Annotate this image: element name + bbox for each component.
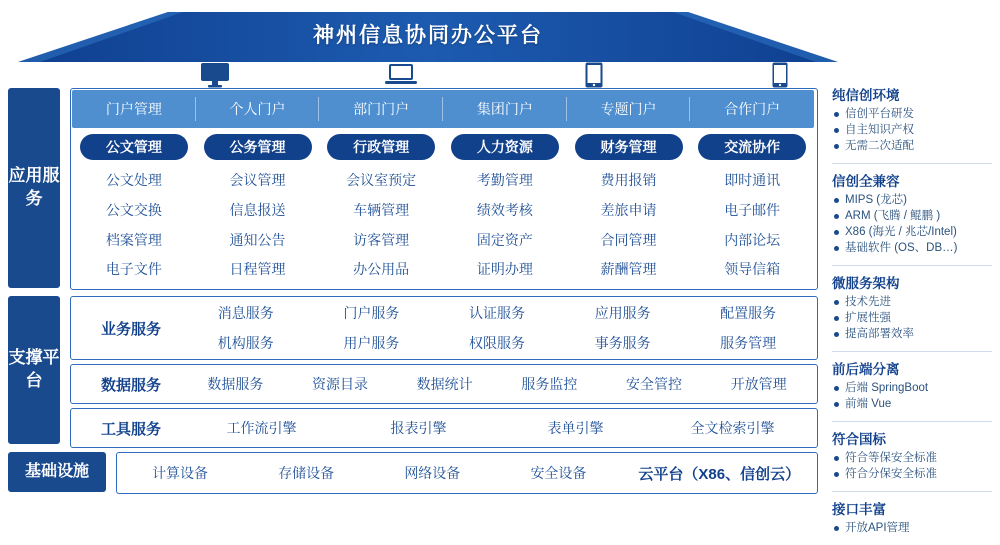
feature-list-0 <box>832 107 992 154</box>
feature-block-1 <box>832 170 992 256</box>
feature-item-1-1: ARM (飞腾 / 鲲鹏 ) <box>832 209 992 224</box>
app-item-0-2[interactable]: 档案管理 <box>105 231 162 248</box>
support-cell-2-0-0[interactable]: 工作流引擎 <box>226 420 297 436</box>
app-item-2-1[interactable]: 车辆管理 <box>353 202 410 219</box>
support-cell-1-0-1[interactable]: 资源目录 <box>312 376 368 392</box>
infrastructure-item-0[interactable]: 计算设备 <box>152 465 209 481</box>
feature-item-3-0: 后端 SpringBoot <box>832 381 992 396</box>
feature-title-4: 符合国标 <box>832 432 886 447</box>
app-item-3-0[interactable]: 考勤管理 <box>476 172 533 189</box>
section-label-application-services <box>8 88 60 288</box>
feature-title-3: 前后端分离 <box>832 362 900 377</box>
feature-item-2-2: 提高部署效率 <box>832 327 992 342</box>
section-label-support-platform-text: 支撑平台 <box>8 348 60 390</box>
app-item-4-2[interactable]: 合同管理 <box>600 231 657 248</box>
app-item-3-2[interactable]: 固定资产 <box>476 231 533 248</box>
infrastructure-panel <box>116 452 818 494</box>
laptop-icon <box>385 62 417 86</box>
support-cell-2-0-1[interactable]: 报表引擎 <box>390 420 447 436</box>
app-column-4 <box>567 134 691 284</box>
support-block-title-1: 数据服务 <box>100 376 161 394</box>
support-grid-0 <box>183 297 811 359</box>
support-cell-1-0-5[interactable]: 开放管理 <box>730 376 787 392</box>
support-cell-0-1-0[interactable]: 机构服务 <box>217 335 274 351</box>
portal-row <box>72 90 814 128</box>
feature-item-1-0: MIPS (龙芯) <box>832 193 992 208</box>
feature-divider-1 <box>832 265 992 266</box>
support-cell-0-1-3[interactable]: 事务服务 <box>594 335 651 351</box>
app-column-head-5[interactable]: 交流协作 <box>698 134 806 160</box>
support-grid-2 <box>183 409 811 447</box>
infrastructure-item-3[interactable]: 安全设备 <box>530 465 587 481</box>
app-column-head-3[interactable]: 人力资源 <box>451 134 559 160</box>
section-label-support-platform <box>8 296 60 444</box>
support-cell-0-1-4[interactable]: 服务管理 <box>720 335 777 351</box>
app-column-head-1[interactable]: 公务管理 <box>204 134 312 160</box>
infrastructure-item-2[interactable]: 网络设备 <box>404 465 461 481</box>
support-row-1-0 <box>183 369 811 399</box>
smartphone-icon <box>772 62 788 88</box>
feature-divider-3 <box>832 421 992 422</box>
desktop-monitor-icon <box>200 62 230 88</box>
feature-item-4-0: 符合等保安全标准 <box>832 451 992 466</box>
feature-list-3 <box>832 381 992 412</box>
app-column-head-2[interactable]: 行政管理 <box>327 134 435 160</box>
support-block-title-2: 工具服务 <box>100 420 161 438</box>
feature-list-2 <box>832 295 992 342</box>
feature-item-1-2: X86 (海光 / 兆芯/Intel) <box>832 225 992 240</box>
feature-title-1: 信创全兼容 <box>832 174 900 189</box>
feature-block-5 <box>832 498 992 536</box>
app-column-0 <box>72 134 196 284</box>
support-cell-0-1-1[interactable]: 用户服务 <box>343 335 400 351</box>
support-cell-1-0-3[interactable]: 服务监控 <box>521 376 578 392</box>
support-cell-1-0-4[interactable]: 安全管控 <box>626 376 683 392</box>
app-item-1-1[interactable]: 信息报送 <box>229 202 286 219</box>
app-column-head-4[interactable]: 财务管理 <box>575 134 683 160</box>
tablet-icon <box>585 62 603 88</box>
support-row-0-0 <box>183 298 811 328</box>
feature-divider-2 <box>832 351 992 352</box>
feature-item-4-1: 符合分保安全标准 <box>832 467 992 482</box>
app-item-2-0[interactable]: 会议室预定 <box>346 172 417 189</box>
app-item-1-2[interactable]: 通知公告 <box>229 231 286 248</box>
portal-item-5[interactable]: 合作门户 <box>724 101 781 117</box>
app-column-3 <box>443 134 567 284</box>
support-cell-0-0-3[interactable]: 应用服务 <box>594 305 651 321</box>
support-block-data-services <box>70 364 818 404</box>
support-grid-1 <box>183 365 811 403</box>
app-column-head-0[interactable]: 公文管理 <box>80 134 188 160</box>
feature-list-4 <box>832 451 992 482</box>
app-item-0-3[interactable]: 电子文件 <box>105 261 162 278</box>
feature-block-3 <box>832 358 992 412</box>
application-columns <box>72 134 814 284</box>
section-label-infrastructure <box>8 452 106 492</box>
app-item-1-0[interactable]: 会议管理 <box>229 172 286 189</box>
app-item-5-1[interactable]: 电子邮件 <box>724 202 781 219</box>
app-column-5 <box>690 134 814 284</box>
app-item-5-3[interactable]: 领导信箱 <box>724 261 781 278</box>
app-item-5-0[interactable]: 即时通讯 <box>724 172 781 189</box>
feature-divider-0 <box>832 163 992 164</box>
feature-title-5: 接口丰富 <box>832 502 886 517</box>
feature-item-0-0: 信创平台研发 <box>832 107 992 122</box>
support-cell-2-0-2[interactable]: 表单引擎 <box>547 420 604 436</box>
feature-item-2-1: 扩展性强 <box>832 311 992 326</box>
support-cell-0-1-2[interactable]: 权限服务 <box>468 335 525 351</box>
app-column-2 <box>319 134 443 284</box>
portal-item-0[interactable]: 门户管理 <box>72 90 196 128</box>
feature-item-0-1: 自主知识产权 <box>832 123 992 138</box>
feature-item-1-3: 基础软件 (OS、DB…) <box>832 241 992 256</box>
app-item-1-3[interactable]: 日程管理 <box>229 261 286 278</box>
support-cell-0-0-1[interactable]: 门户服务 <box>343 305 400 321</box>
feature-list-1 <box>832 193 992 256</box>
support-block-tool-services <box>70 408 818 448</box>
feature-block-0 <box>832 84 992 154</box>
feature-item-2-0: 技术先进 <box>832 295 992 310</box>
support-cell-0-0-4[interactable]: 配置服务 <box>720 305 777 321</box>
app-item-2-2[interactable]: 访客管理 <box>353 231 410 248</box>
support-cell-2-0-3[interactable]: 全文检索引擎 <box>690 420 775 436</box>
support-cell-0-0-2[interactable]: 认证服务 <box>468 305 525 321</box>
app-item-0-0[interactable]: 公文处理 <box>105 172 162 189</box>
app-column-1 <box>196 134 320 284</box>
feature-block-4 <box>832 428 992 482</box>
feature-title-0: 纯信创环境 <box>832 88 900 103</box>
feature-block-2 <box>832 272 992 342</box>
feature-title-2: 微服务架构 <box>832 276 900 291</box>
section-label-application-services-text: 应用服务 <box>8 166 60 208</box>
support-cell-0-0-0[interactable]: 消息服务 <box>217 305 274 321</box>
app-item-4-3[interactable]: 薪酬管理 <box>600 261 657 278</box>
support-cell-1-0-2[interactable]: 数据统计 <box>416 376 473 392</box>
portal-item-2[interactable]: 部门门户 <box>319 90 443 128</box>
feature-divider-4 <box>832 491 992 492</box>
infrastructure-item-1[interactable]: 存储设备 <box>278 465 335 481</box>
page-title: 神州信息协同办公平台 <box>313 24 543 47</box>
portal-item-3[interactable]: 集团门户 <box>443 90 567 128</box>
section-label-infrastructure-text: 基础设施 <box>24 463 89 481</box>
support-block-business-services <box>70 296 818 360</box>
feature-list-5 <box>832 521 992 536</box>
app-item-2-3[interactable]: 办公用品 <box>353 261 410 278</box>
app-item-3-1[interactable]: 绩效考核 <box>476 202 533 219</box>
feature-item-5-0: 开放API管理 <box>832 521 992 536</box>
feature-item-0-2: 无需二次适配 <box>832 139 992 154</box>
support-row-2-0 <box>183 413 811 443</box>
support-cell-1-0-0[interactable]: 数据服务 <box>207 376 264 392</box>
app-item-5-2[interactable]: 内部论坛 <box>724 231 781 248</box>
feature-item-3-1: 前端 Vue <box>832 397 992 412</box>
app-item-3-3[interactable]: 证明办理 <box>476 261 533 278</box>
device-icon-row <box>80 62 810 90</box>
support-block-title-0: 业务服务 <box>100 320 161 338</box>
app-item-4-1[interactable]: 差旅申请 <box>600 202 657 219</box>
portal-item-4[interactable]: 专题门户 <box>567 90 691 128</box>
feature-sidebar <box>832 84 992 545</box>
portal-item-1[interactable]: 个人门户 <box>196 90 320 128</box>
app-item-4-0[interactable]: 费用报销 <box>600 172 657 189</box>
platform-banner <box>18 6 838 62</box>
infrastructure-cloud-platform[interactable]: 云平台（X86、信创云） <box>638 465 801 483</box>
app-item-0-1[interactable]: 公文交换 <box>105 202 162 219</box>
support-row-0-1 <box>183 328 811 358</box>
